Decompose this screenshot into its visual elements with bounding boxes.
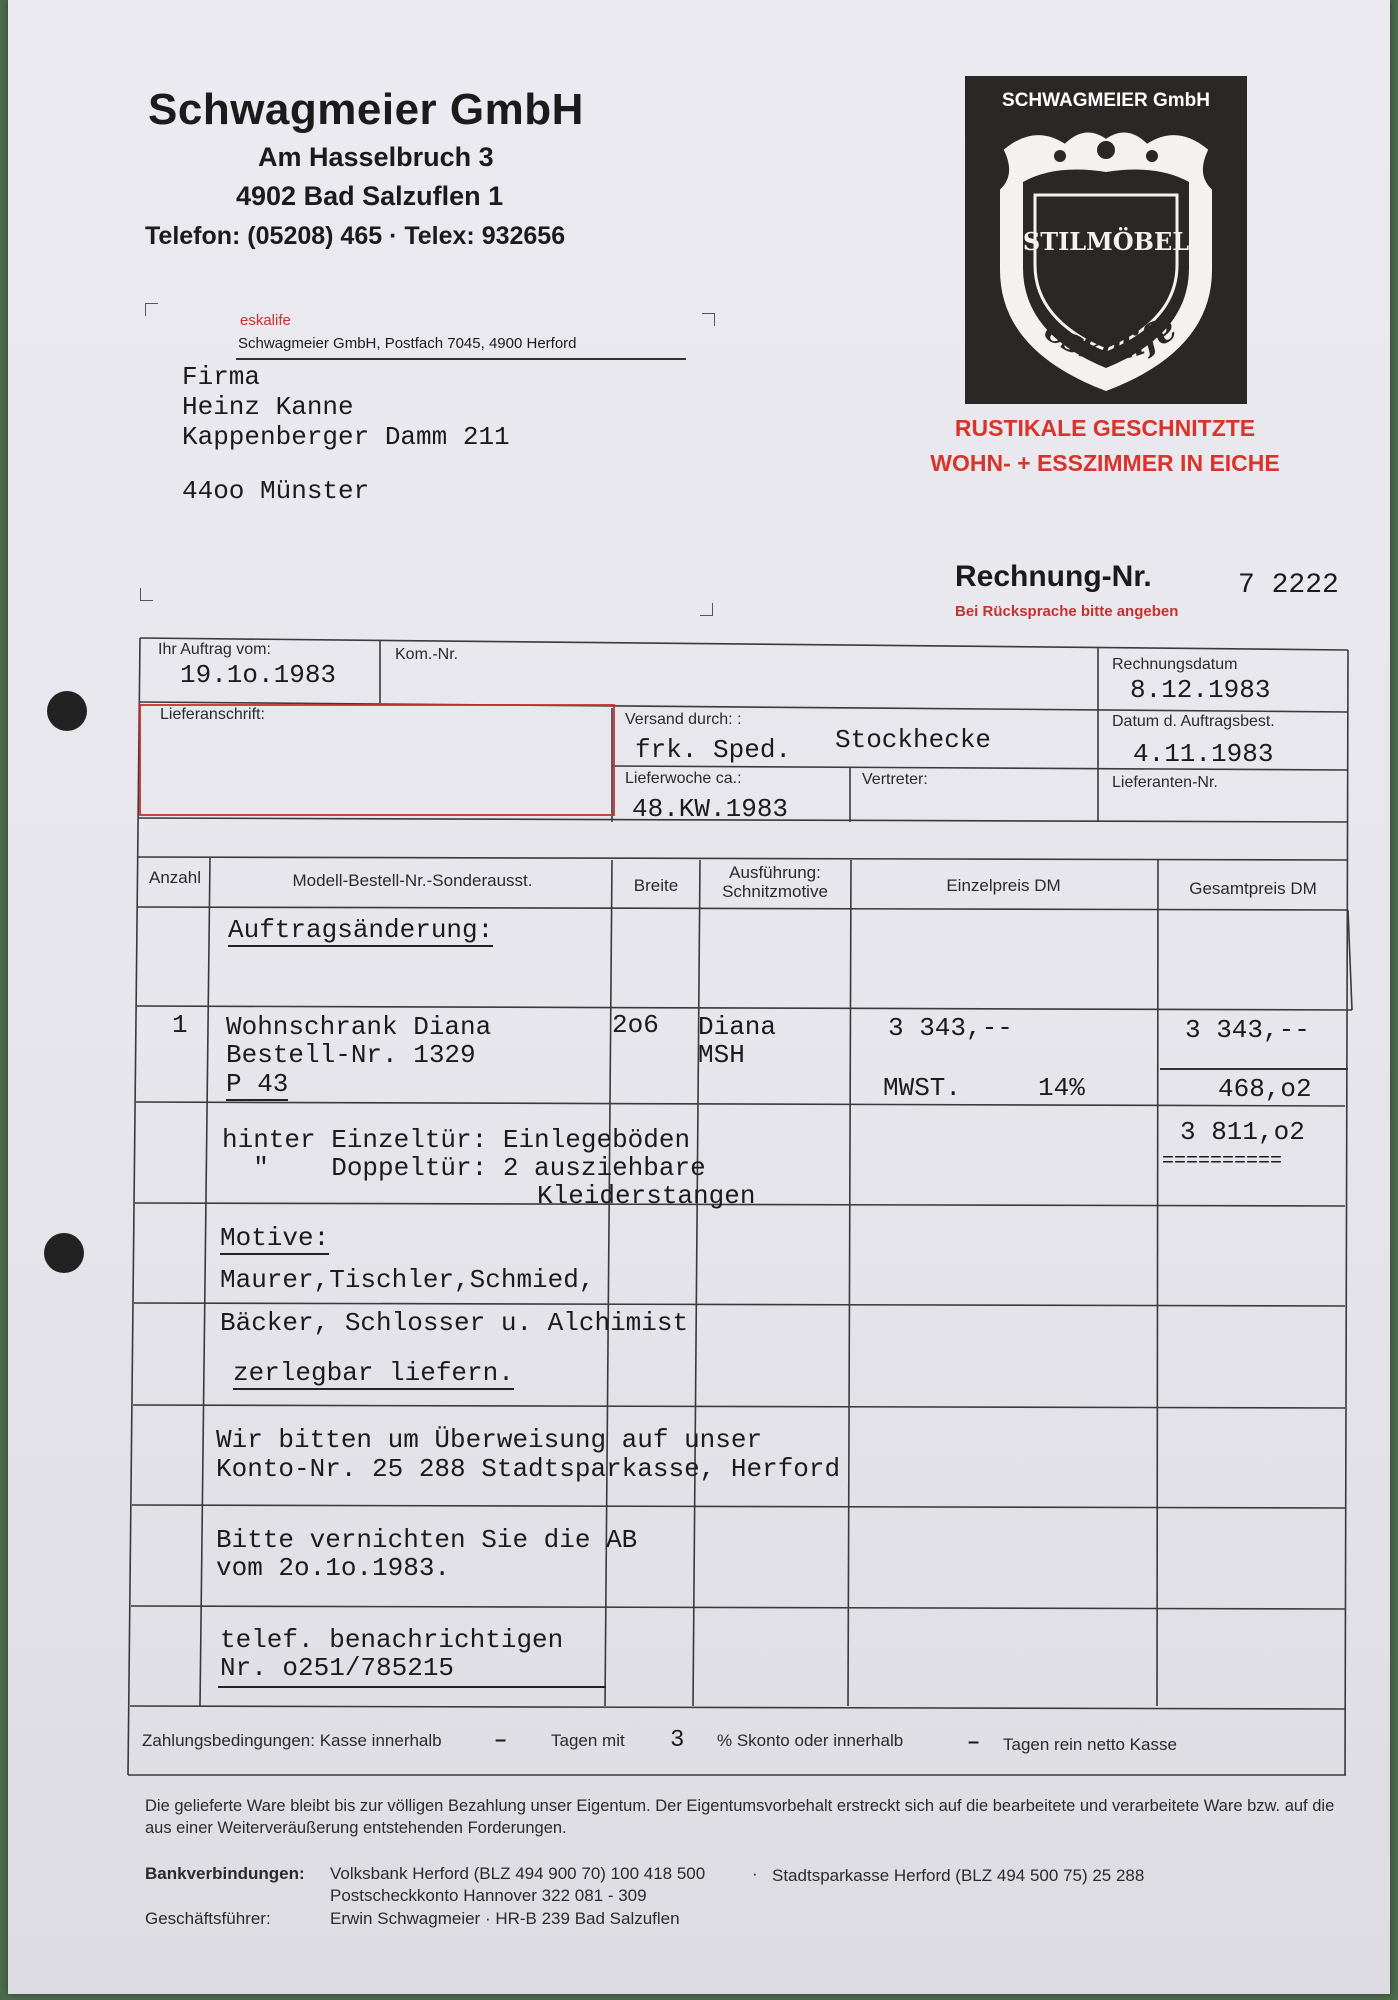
gf-value: Erwin Schwagmeier · HR-B 239 Bad Salzuflen xyxy=(330,1909,680,1928)
transfer-line2: Konto-Nr. 25 288 Stadtsparkasse, Herford xyxy=(216,1454,841,1484)
total-gross: 3 811,o2 xyxy=(1180,1117,1305,1147)
header-ausfuehrung xyxy=(700,863,850,901)
header-anzahl: Anzahl xyxy=(149,868,201,887)
header-ausfuehrung-line1: Ausführung: xyxy=(729,863,821,882)
versand-value: frk. Sped. xyxy=(635,735,792,765)
header-ausfuehrung-line2: Schnitzmotive xyxy=(722,882,828,901)
kom-label: Kom.-Nr. xyxy=(395,646,459,663)
company-name: Schwagmeier GmbH xyxy=(148,85,584,134)
item-line1: Wohnschrank Diana xyxy=(226,1012,492,1042)
auftrag-label: Ihr Auftrag vom: xyxy=(158,641,271,658)
versand-label: Versand durch: : xyxy=(625,711,742,728)
payment-dash2: – xyxy=(968,1731,980,1753)
payment-label: Zahlungsbedingungen: Kasse innerhalb xyxy=(142,1731,442,1750)
logo-title: SCHWAGMEIER GmbH xyxy=(1002,90,1210,111)
legal-notice: Die gelieferte Ware bleibt bis zur völligen Bezahlung unser Eigentum. Der Eigentumsvorbehalt erstreckt sich auf die bearbeitete und verarbeitete Ware bzw. auf die aus einer Weiterveräußerung entstehenden Forderungen. xyxy=(145,1797,1335,1837)
vat-rate: 14% xyxy=(1038,1073,1085,1103)
row-qty: 1 xyxy=(172,1010,188,1040)
header-breite: Breite xyxy=(633,876,679,895)
note-line3: Kleiderstangen xyxy=(537,1181,756,1211)
company-city: 4902 Bad Salzuflen 1 xyxy=(236,181,504,211)
bank-line2: Stadtsparkasse Herford (BLZ 494 500 75) 25 288 xyxy=(772,1866,1145,1885)
lieferwoche-label: Lieferwoche ca.: xyxy=(625,770,742,787)
bank-line1: Volksbank Herford (BLZ 494 900 70) 100 418 500 xyxy=(330,1864,706,1883)
header-einzelpreis: Einzelpreis DM xyxy=(946,876,1061,895)
row-heading: Auftragsänderung: xyxy=(228,915,494,945)
invoice-number-label: Rechnung-Nr. xyxy=(955,560,1152,593)
header-gesamtpreis: Gesamtpreis DM xyxy=(1189,879,1317,898)
bank-separator: · xyxy=(752,1864,758,1883)
lieferanschrift-label: Lieferanschrift: xyxy=(160,706,265,723)
item-line3: P 43 xyxy=(226,1069,289,1099)
auftragsbest-label: Datum d. Auftragsbest. xyxy=(1112,713,1275,730)
payment-skonto-text: % Skonto oder innerhalb xyxy=(717,1731,904,1750)
sender-return-address: Schwagmeier GmbH, Postfach 7045, 4900 Herford xyxy=(238,335,577,352)
logo-eskalife: eskalife xyxy=(1037,308,1185,370)
recipient-line1: Firma xyxy=(182,362,261,392)
phone-line1: telef. benachrichtigen xyxy=(220,1625,564,1655)
unit-price: 3 343,-- xyxy=(888,1013,1013,1043)
rechnungsdatum-value: 8.12.1983 xyxy=(1130,675,1271,705)
logo-stilmoebel: STILMÖBEL xyxy=(1022,227,1190,256)
payment-netto: Tagen rein netto Kasse xyxy=(1003,1735,1177,1754)
bank-line3: Postscheckkonto Hannover 322 081 - 309 xyxy=(330,1886,647,1905)
phone-underline xyxy=(218,1686,606,1688)
note-line2: " Doppeltür: 2 ausziehbare xyxy=(222,1153,706,1183)
versand-extra: Stockhecke xyxy=(835,725,992,755)
rechnungsdatum-label: Rechnungsdatum xyxy=(1112,656,1238,673)
recipient-line3: Kappenberger Damm 211 xyxy=(182,422,510,452)
zerlegbar-note: zerlegbar liefern. xyxy=(233,1358,514,1388)
phone-line2: Nr. o251/785215 xyxy=(220,1653,455,1683)
invoice-number: 7 2222 xyxy=(1238,570,1339,601)
total-vat-rule xyxy=(1160,1068,1348,1070)
motive-heading: Motive: xyxy=(220,1223,330,1253)
company-street: Am Hasselbruch 3 xyxy=(258,142,494,172)
slogan-line1: RUSTIKALE GESCHNITZTE xyxy=(954,415,1256,441)
item-line2: Bestell-Nr. 1329 xyxy=(226,1040,476,1070)
item-width: 2o6 xyxy=(612,1010,659,1040)
total-net: 3 343,-- xyxy=(1185,1015,1310,1045)
total-double-rule: ========== xyxy=(1162,1150,1283,1173)
motive-line2: Bäcker, Schlosser u. Alchimist xyxy=(220,1308,689,1338)
transfer-line1: Wir bitten um Überweisung auf unser xyxy=(216,1425,763,1455)
destroy-line2: vom 2o.1o.1983. xyxy=(216,1553,451,1583)
recipient-line4: 44oo Münster xyxy=(182,476,370,506)
company-phone: Telefon: (05208) 465 · Telex: 932656 xyxy=(145,222,566,250)
destroy-line1: Bitte vernichten Sie die AB xyxy=(216,1525,638,1555)
bank-label: Bankverbindungen: xyxy=(145,1864,305,1883)
lieferanten-label: Lieferanten-Nr. xyxy=(1112,774,1218,791)
header-modell: Modell-Bestell-Nr.-Sonderausst. xyxy=(292,871,533,890)
vertreter-label: Vertreter: xyxy=(862,771,928,788)
vat-label: MWST. xyxy=(883,1073,962,1103)
motive-line1: Maurer,Tischler,Schmied, xyxy=(220,1265,595,1295)
auftrag-value: 19.1o.1983 xyxy=(180,660,337,690)
note-line1: hinter Einzeltür: Einlegeböden xyxy=(222,1125,691,1155)
payment-tagen-mit: Tagen mit xyxy=(551,1731,625,1750)
auftragsbest-value: 4.11.1983 xyxy=(1133,739,1274,769)
gf-label: Geschäftsführer: xyxy=(145,1909,271,1928)
payment-dash1: – xyxy=(495,1729,507,1751)
sender-brand: eskalife xyxy=(240,312,291,329)
lieferwoche-value: 48.KW.1983 xyxy=(632,794,789,824)
item-finish1: Diana xyxy=(698,1012,777,1042)
total-vat: 468,o2 xyxy=(1218,1074,1312,1104)
payment-skonto-value: 3 xyxy=(670,1727,685,1754)
item-finish2: MSH xyxy=(698,1040,745,1070)
slogan-line2: WOHN- + ESSZIMMER IN EICHE xyxy=(930,450,1280,476)
recipient-line2: Heinz Kanne xyxy=(182,392,354,422)
invoice-hint: Bei Rücksprache bitte angeben xyxy=(955,603,1179,620)
